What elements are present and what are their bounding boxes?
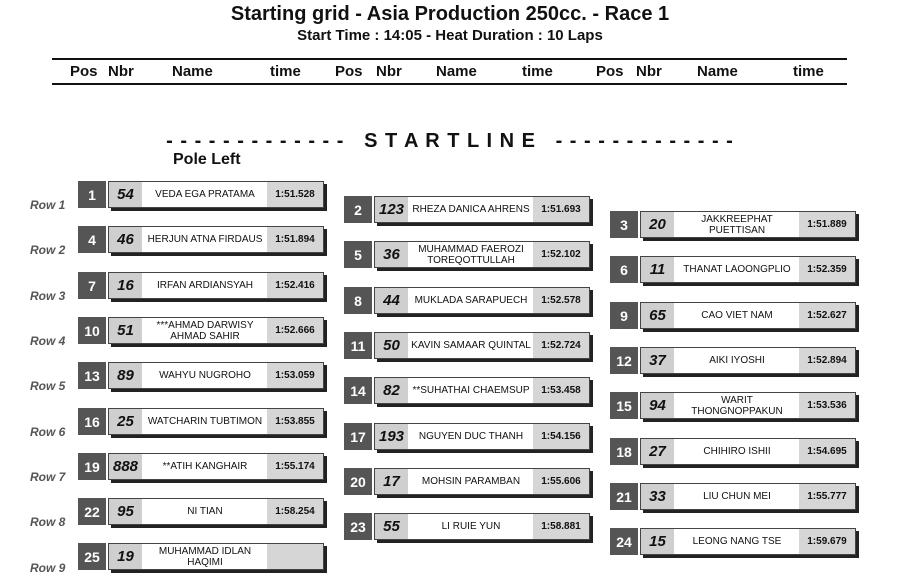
rider-card xyxy=(108,226,324,253)
row-label: Row 5 xyxy=(30,379,66,393)
grid-entry xyxy=(610,347,856,374)
grid-position: 5 xyxy=(344,241,372,268)
grid-position: 15 xyxy=(610,392,638,419)
rider-name: LIU CHUN MEI xyxy=(703,491,771,502)
col-header-time-1: time xyxy=(270,63,301,80)
qualifying-time: 1:53.458 xyxy=(533,378,589,403)
grid-position: 7 xyxy=(78,272,106,299)
rider-number: 25 xyxy=(109,409,142,434)
col-header-nbr-1: Nbr xyxy=(108,63,134,80)
rider-card xyxy=(108,408,324,435)
col-header-nbr-3: Nbr xyxy=(636,63,662,80)
row-label: Row 4 xyxy=(30,334,66,348)
rider-number: 33 xyxy=(641,484,674,509)
grid-entry xyxy=(344,513,590,540)
grid-entry xyxy=(78,272,324,299)
rider-number: 15 xyxy=(641,529,674,554)
grid-position: 24 xyxy=(610,528,638,555)
qualifying-time xyxy=(267,544,323,569)
rider-name: **SUHATHAI CHAEMSUP xyxy=(412,385,530,396)
grid-position: 9 xyxy=(610,302,638,329)
rider-number: 54 xyxy=(109,182,142,207)
grid-entry xyxy=(610,392,856,419)
qualifying-time: 1:58.254 xyxy=(267,499,323,524)
qualifying-time: 1:55.777 xyxy=(799,484,855,509)
rider-card xyxy=(640,438,856,465)
grid-entry xyxy=(78,181,324,208)
rider-card xyxy=(108,272,324,299)
rider-card xyxy=(108,181,324,208)
col-header-name-1: Name xyxy=(172,63,213,80)
qualifying-time: 1:55.606 xyxy=(533,469,589,494)
startline-banner: - - - - - - - - - - - - - S T A R T L I N E - - - - - - - - - - - - - xyxy=(166,130,734,152)
rider-card xyxy=(374,332,590,359)
grid-position: 4 xyxy=(78,226,106,253)
rider-card xyxy=(108,362,324,389)
rider-card xyxy=(374,377,590,404)
rider-card xyxy=(640,392,856,419)
page-subtitle: Start Time : 14:05 - Heat Duration : 10 Laps xyxy=(297,27,603,44)
page-title: Starting grid - Asia Production 250cc. - Race 1 xyxy=(230,3,670,25)
row-label: Row 9 xyxy=(30,561,66,575)
qualifying-time: 1:52.724 xyxy=(533,333,589,358)
grid-entry xyxy=(344,196,590,223)
grid-position: 3 xyxy=(610,211,638,238)
grid-entry xyxy=(78,543,324,570)
rider-number: 19 xyxy=(109,544,142,569)
rider-name: RHEZA DANICA AHRENS xyxy=(412,204,530,215)
qualifying-time: 1:51.528 xyxy=(267,182,323,207)
rider-name: AIKI IYOSHI xyxy=(709,355,765,366)
rider-card xyxy=(640,347,856,374)
grid-entry xyxy=(344,332,590,359)
col-header-pos-3: Pos xyxy=(596,63,624,80)
grid-entry xyxy=(78,498,324,525)
grid-entry xyxy=(610,483,856,510)
rider-card xyxy=(374,196,590,223)
grid-position: 17 xyxy=(344,423,372,450)
col-header-time-2: time xyxy=(522,63,553,80)
rider-card xyxy=(108,453,324,480)
grid-entry xyxy=(610,211,856,238)
rider-name: **ATIH KANGHAIR xyxy=(162,461,248,472)
rider-number: 44 xyxy=(375,288,408,313)
qualifying-time: 1:54.695 xyxy=(799,439,855,464)
qualifying-time: 1:52.416 xyxy=(267,273,323,298)
grid-entry xyxy=(610,438,856,465)
rider-name: ***AHMAD DARWISY AHMAD SAHIR xyxy=(156,319,254,342)
grid-position: 25 xyxy=(78,543,106,570)
rider-name: JAKKREEPHAT PUETTISAN xyxy=(701,213,773,236)
rider-card xyxy=(374,468,590,495)
rider-card xyxy=(640,528,856,555)
grid-position: 23 xyxy=(344,513,372,540)
qualifying-time: 1:51.693 xyxy=(533,197,589,222)
col-header-time-3: time xyxy=(793,63,824,80)
grid-position: 8 xyxy=(344,287,372,314)
rider-number: 17 xyxy=(375,469,408,494)
qualifying-time: 1:52.666 xyxy=(267,318,323,343)
grid-entry xyxy=(78,453,324,480)
col-header-pos-2: Pos xyxy=(335,63,363,80)
col-header-name-2: Name xyxy=(436,63,477,80)
rider-number: 27 xyxy=(641,439,674,464)
qualifying-time: 1:54.156 xyxy=(533,424,589,449)
grid-position: 22 xyxy=(78,498,106,525)
rider-name: MUHAMMAD FAEROZI TOREQOTTULLAH xyxy=(418,243,524,266)
qualifying-time: 1:59.679 xyxy=(799,529,855,554)
rider-name: NI TIAN xyxy=(187,506,223,517)
grid-position: 1 xyxy=(78,181,106,208)
rider-name: WARIT THONGNOPPAKUN xyxy=(691,394,783,417)
grid-entry xyxy=(78,362,324,389)
grid-entry xyxy=(610,528,856,555)
rider-number: 11 xyxy=(641,257,674,282)
rider-card xyxy=(374,513,590,540)
rider-card xyxy=(374,241,590,268)
qualifying-time: 1:53.855 xyxy=(267,409,323,434)
qualifying-time: 1:55.174 xyxy=(267,454,323,479)
rider-number: 193 xyxy=(375,424,408,449)
rider-card xyxy=(108,498,324,525)
grid-entry xyxy=(344,287,590,314)
row-label: Row 6 xyxy=(30,425,66,439)
col-header-nbr-2: Nbr xyxy=(376,63,402,80)
row-label: Row 3 xyxy=(30,289,66,303)
col-header-pos-1: Pos xyxy=(70,63,98,80)
rider-name: THANAT LAOONGPLIO xyxy=(683,264,791,275)
rider-name: MOHSIN PARAMBAN xyxy=(421,476,521,487)
row-label: Row 2 xyxy=(30,243,66,257)
rider-number: 16 xyxy=(109,273,142,298)
rider-number: 89 xyxy=(109,363,142,388)
row-label: Row 7 xyxy=(30,470,66,484)
rider-number: 20 xyxy=(641,212,674,237)
grid-position: 12 xyxy=(610,347,638,374)
rider-number: 95 xyxy=(109,499,142,524)
rider-name: WATCHARIN TUBTIMON xyxy=(147,416,263,427)
rider-name: CHIHIRO ISHII xyxy=(703,446,771,457)
rider-name: LEONG NANG TSE xyxy=(692,536,782,547)
rider-number: 123 xyxy=(375,197,408,222)
grid-position: 13 xyxy=(78,362,106,389)
rider-number: 46 xyxy=(109,227,142,252)
qualifying-time: 1:52.359 xyxy=(799,257,855,282)
rider-number: 55 xyxy=(375,514,408,539)
grid-position: 18 xyxy=(610,438,638,465)
grid-position: 2 xyxy=(344,196,372,223)
qualifying-time: 1:52.102 xyxy=(533,242,589,267)
rider-name: NGUYEN DUC THANH xyxy=(418,431,524,442)
rider-name: IRFAN ARDIANSYAH xyxy=(157,280,253,291)
rider-card xyxy=(640,211,856,238)
rider-name: MUHAMMAD IDLAN HAQIMI xyxy=(158,545,252,568)
grid-entry xyxy=(610,302,856,329)
rider-number: 51 xyxy=(109,318,142,343)
header-top-rule xyxy=(52,58,847,60)
rider-name: HERJUN ATNA FIRDAUS xyxy=(147,234,263,245)
grid-entry xyxy=(344,377,590,404)
rider-number: 888 xyxy=(109,454,142,479)
grid-position: 14 xyxy=(344,377,372,404)
qualifying-time: 1:52.627 xyxy=(799,303,855,328)
rider-number: 37 xyxy=(641,348,674,373)
qualifying-time: 1:51.889 xyxy=(799,212,855,237)
grid-position: 20 xyxy=(344,468,372,495)
rider-name: CAO VIET NAM xyxy=(701,310,773,321)
grid-entry xyxy=(344,423,590,450)
rider-number: 65 xyxy=(641,303,674,328)
grid-position: 6 xyxy=(610,256,638,283)
rider-card xyxy=(108,543,324,570)
row-label: Row 8 xyxy=(30,515,66,529)
rider-card xyxy=(640,256,856,283)
grid-entry xyxy=(344,241,590,268)
qualifying-time: 1:52.578 xyxy=(533,288,589,313)
rider-number: 50 xyxy=(375,333,408,358)
rider-card xyxy=(108,317,324,344)
col-header-name-3: Name xyxy=(697,63,738,80)
grid-position: 11 xyxy=(344,332,372,359)
grid-entry xyxy=(78,226,324,253)
grid-entry xyxy=(78,317,324,344)
rider-number: 36 xyxy=(375,242,408,267)
pole-side-label: Pole Left xyxy=(173,151,241,168)
rider-card xyxy=(640,483,856,510)
qualifying-time: 1:51.894 xyxy=(267,227,323,252)
qualifying-time: 1:58.881 xyxy=(533,514,589,539)
qualifying-time: 1:53.536 xyxy=(799,393,855,418)
rider-card xyxy=(374,423,590,450)
rider-name: MUKLADA SARAPUECH xyxy=(414,295,528,306)
grid-entry xyxy=(78,408,324,435)
rider-name: LI RUIE YUN xyxy=(441,521,501,532)
row-label: Row 1 xyxy=(30,198,66,212)
qualifying-time: 1:52.894 xyxy=(799,348,855,373)
rider-name: KAVIN SAMAAR QUINTAL xyxy=(411,340,531,351)
grid-position: 19 xyxy=(78,453,106,480)
header-bottom-rule xyxy=(52,83,847,85)
grid-position: 21 xyxy=(610,483,638,510)
qualifying-time: 1:53.059 xyxy=(267,363,323,388)
grid-entry xyxy=(344,468,590,495)
grid-entry xyxy=(610,256,856,283)
rider-card xyxy=(374,287,590,314)
rider-name: WAHYU NUGROHO xyxy=(159,370,251,381)
rider-number: 82 xyxy=(375,378,408,403)
rider-name: VEDA EGA PRATAMA xyxy=(155,189,255,200)
rider-card xyxy=(640,302,856,329)
grid-position: 16 xyxy=(78,408,106,435)
grid-position: 10 xyxy=(78,317,106,344)
rider-number: 94 xyxy=(641,393,674,418)
